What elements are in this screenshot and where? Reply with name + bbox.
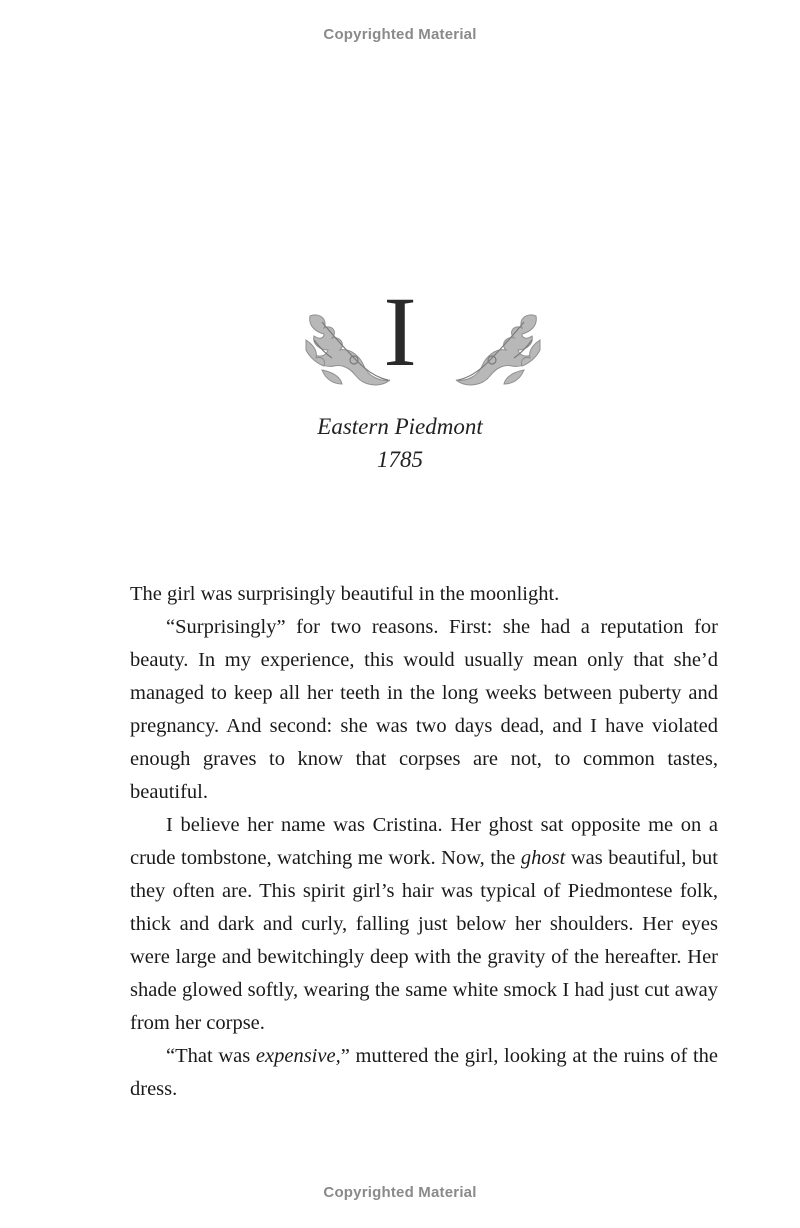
chapter-heading [0,276,800,392]
chapter-year: 1785 [377,447,423,472]
paragraph-text: I believe her name was Cristina. Her ghost sat opposite me on a crude tombstone, watching me work. Now, the [130,814,718,869]
watermark-top: Copyrighted Material [323,26,477,43]
paragraph-text: “That was [166,1045,256,1067]
paragraph-text: ” muttered the girl, looking at the ruins of the dress. [130,1045,718,1100]
paragraph-text: was beautiful, but they often are. This spirit girl’s hair was typical of Piedmontese folk, thick and dark and curly, falling just below her shoulders. Her eyes were large and bewitchingly deep with the gravity of the hereafter. Her shade glowed softly, wearing the same white smock I had just cut away from her corpse. [130,847,718,1034]
acanthus-scroll-icon [454,310,544,390]
chapter-numeral: I [383,276,417,387]
paragraph: The girl was surprisingly beautiful in the moonlight. [130,583,560,605]
paragraph [130,809,718,1040]
chapter-location: Eastern Piedmont [317,414,483,439]
emphasis-text: ghost [520,847,566,869]
paragraph [130,1040,718,1106]
chapter-body [130,578,718,1106]
watermark-bottom: Copyrighted Material [323,1184,477,1201]
paragraph: “Surprisingly” for two reasons. First: she had a reputation for beauty. In my experience, this would usually mean only that she’d managed to keep all her teeth in the long weeks between puberty and pregnancy. And second: she was two days dead, and I have violated enough graves to know that corpses are not, to common tastes, beautiful. [130,616,718,803]
emphasis-text: expensive, [255,1045,341,1067]
